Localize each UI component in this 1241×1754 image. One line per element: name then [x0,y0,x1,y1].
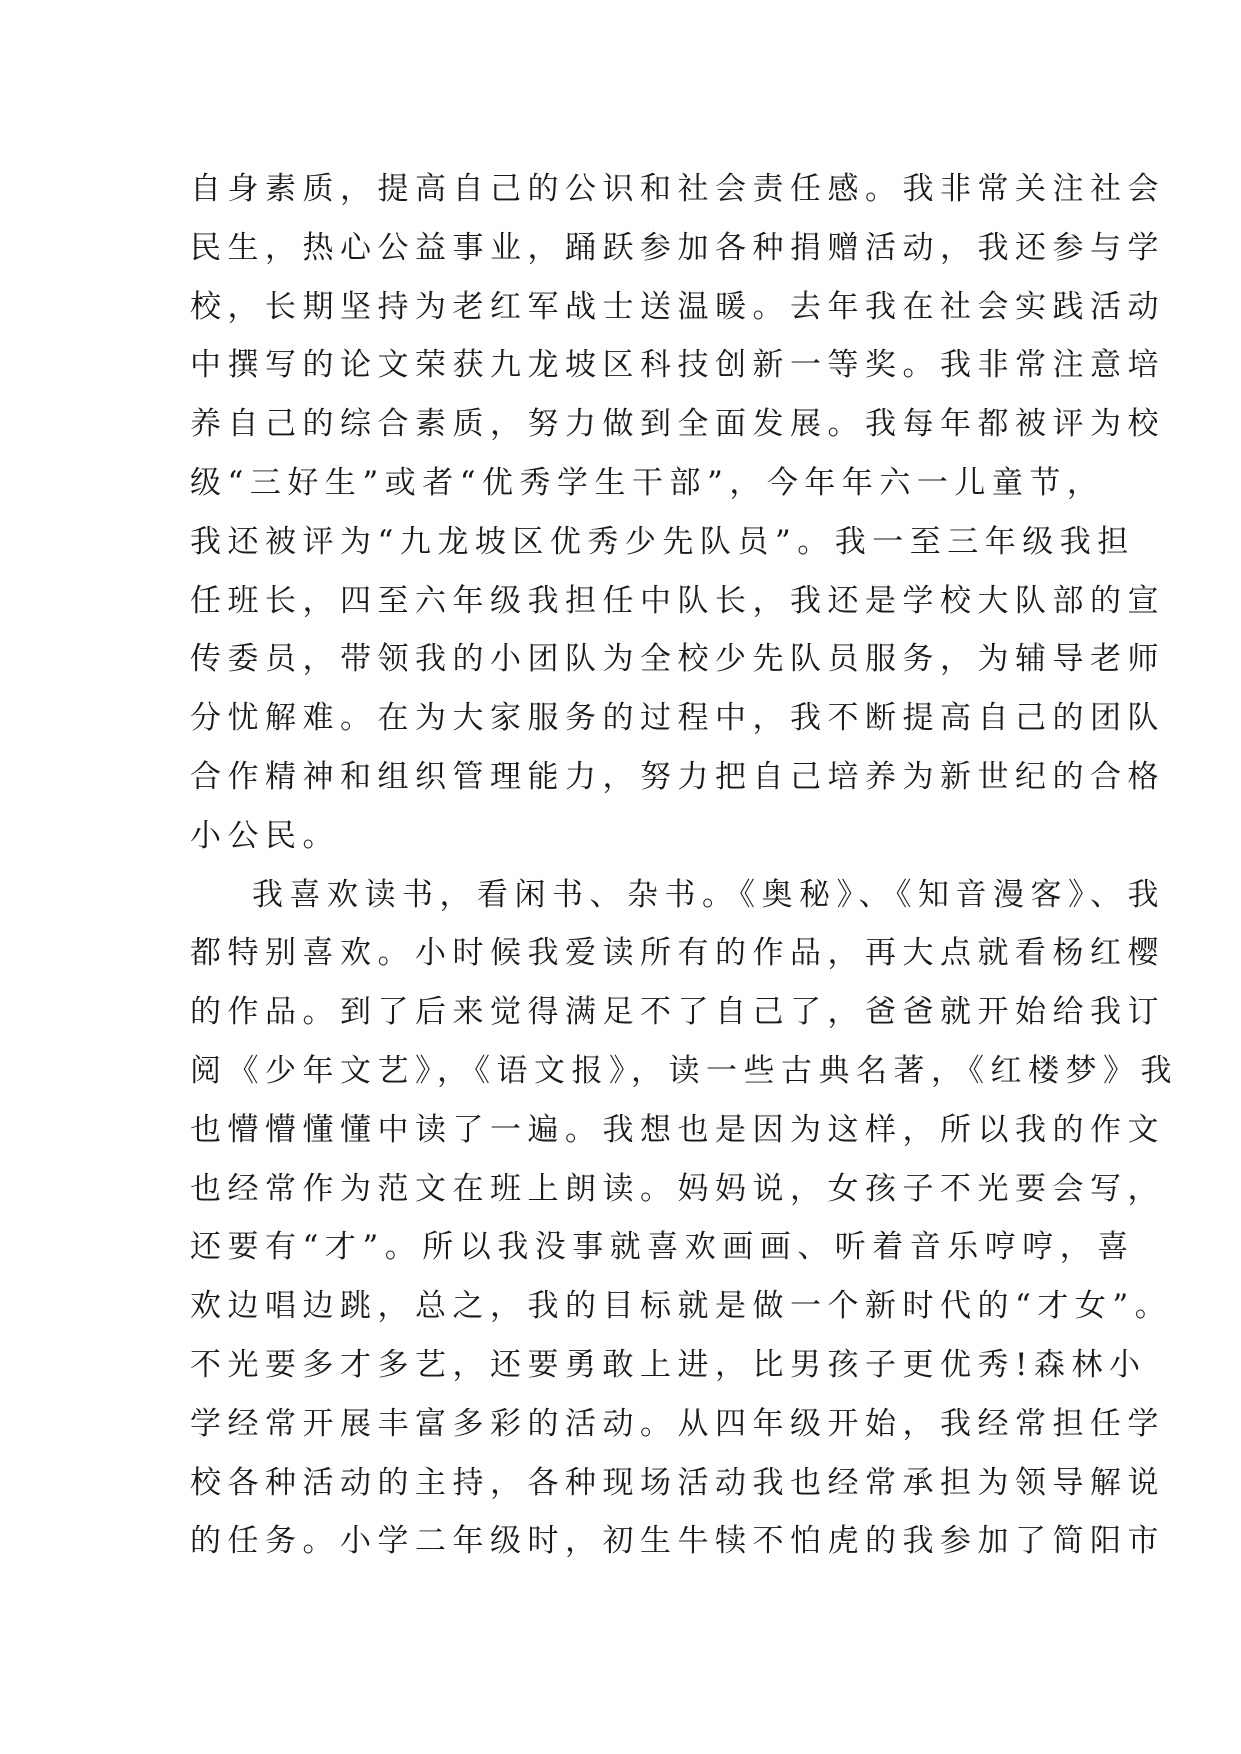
text-line: 欢边唱边跳，总之，我的目标就是做一个新时代的“才女”。 [190,1288,1173,1325]
text-line: 都特别喜欢。小时候我爱读所有的作品，再大点就看杨红樱 [190,935,1165,972]
text-line: 也经常作为范文在班上朗读。妈妈说，女孩子不光要会写， [190,1170,1165,1207]
text-line: 民生，热心公益事业，踊跃参加各种捐赠活动，我还参与学 [190,229,1165,266]
text-line: 分忧解难。在为大家服务的过程中，我不断提高自己的团队 [190,700,1165,737]
text-line: 也懵懵懂懂中读了一遍。我想也是因为这样，所以我的作文 [190,1111,1165,1148]
paragraph-1 [190,160,1165,866]
text-line: 阅《少年文艺》，《语文报》，读一些古典名著，《红楼梦》我 [190,1052,1178,1089]
text-line: 校，长期坚持为老红军战士送温暖。去年我在社会实践活动 [190,288,1165,325]
body-text [190,160,1178,1571]
text-line: 的作品。到了后来觉得满足不了自己了，爸爸就开始给我订 [190,994,1165,1031]
text-line: 传委员，带领我的小团队为全校少先队员服务，为辅导老师 [190,641,1165,678]
text-line: 自身素质，提高自己的公识和社会责任感。我非常关注社会 [190,171,1165,207]
text-line: 不光要多才多艺，还要勇敢上进，比男孩子更优秀!森林小 [190,1346,1147,1383]
text-line: 还要有“才”。所以我没事就喜欢画画、听着音乐哼哼，喜 [190,1229,1135,1266]
text-line: 的任务。小学二年级时，初生牛犊不怕虎的我参加了简阳市 [190,1523,1165,1560]
text-line: 我还被评为“九龙坡区优秀少先队员”。我一至三年级我担 [190,523,1135,560]
text-line: 中撰写的论文荣获九龙坡区科技创新一等奖。我非常注意培 [190,347,1165,384]
text-line: 小公民。 [190,817,340,854]
text-line: 校各种活动的主持，各种现场活动我也经常承担为领导解说 [190,1464,1165,1501]
text-line: 任班长，四至六年级我担任中队长，我还是学校大队部的宣 [190,582,1165,619]
text-line: 学经常开展丰富多彩的活动。从四年级开始，我经常担任学 [190,1405,1165,1442]
text-line: 养自己的综合素质，努力做到全面发展。我每年都被评为校 [190,406,1165,443]
text-line: 级“三好生”或者“优秀学生干部”，今年年六一儿童节， [190,464,1105,501]
text-line: 合作精神和组织管理能力，努力把自己培养为新世纪的合格 [190,758,1165,795]
text-line: 我喜欢读书，看闲书、杂书。《奥秘》、《知音漫客》、我 [252,876,1165,913]
paragraph-2 [190,866,1178,1572]
